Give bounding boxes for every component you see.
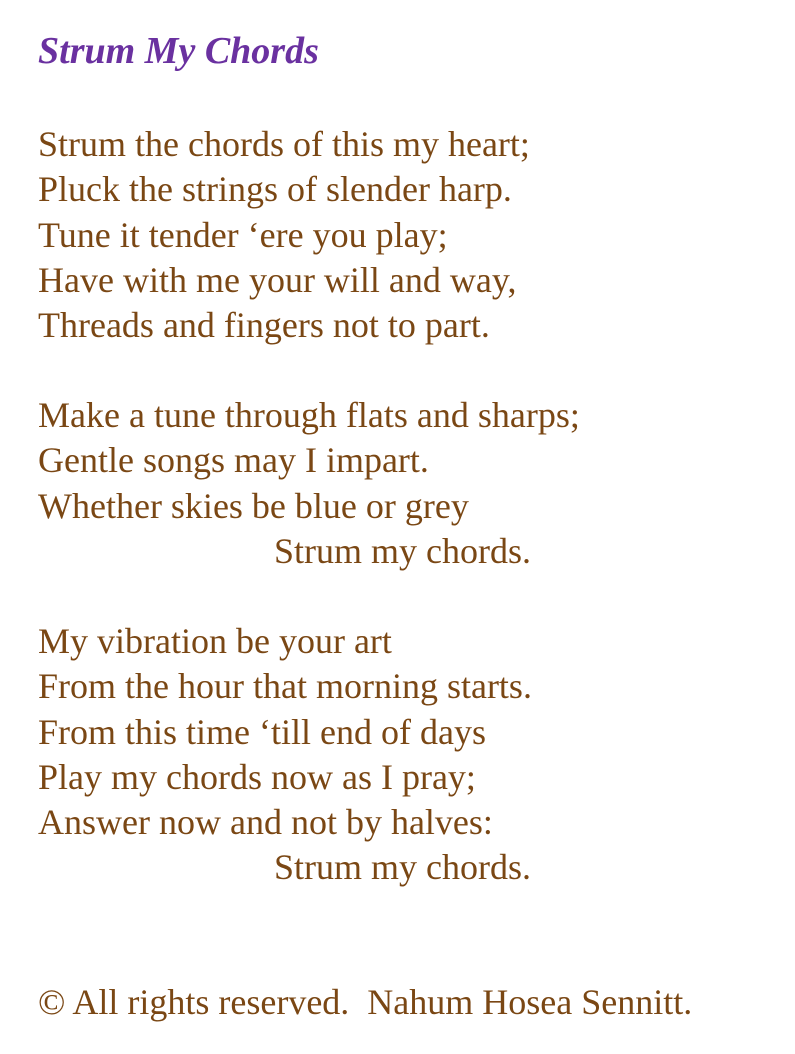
stanza-2 (38, 393, 580, 574)
stanza-3 (38, 619, 532, 891)
poem-line: Play my chords now as I pray; (38, 756, 476, 797)
poem-line: From the hour that morning starts. (38, 666, 532, 707)
poem-line: Have with me your will and way, (38, 259, 517, 300)
refrain-line: Strum my chords. (274, 847, 531, 888)
poem-line: Whether skies be blue or grey (38, 485, 469, 526)
poem-line: Threads and fingers not to part. (38, 305, 490, 346)
poem-line: Pluck the strings of slender harp. (38, 169, 512, 210)
poem-line: Make a tune through flats and sharps; (38, 395, 580, 435)
poem-line: Gentle songs may I impart. (38, 440, 429, 481)
poem-line: Tune it tender ‘ere you play; (38, 214, 448, 255)
poem-line: My vibration be your art (38, 621, 392, 661)
poem-line: Answer now and not by halves: (38, 802, 493, 843)
stanza-1 (38, 122, 530, 348)
poem-line: Strum the chords of this my heart; (38, 124, 530, 164)
copyright-notice: © All rights reserved. Nahum Hosea Sennitt. (38, 982, 693, 1022)
poem-line: From this time ‘till end of days (38, 711, 486, 752)
refrain-line: Strum my chords. (274, 530, 531, 571)
poem-title: Strum My Chords (38, 30, 319, 72)
